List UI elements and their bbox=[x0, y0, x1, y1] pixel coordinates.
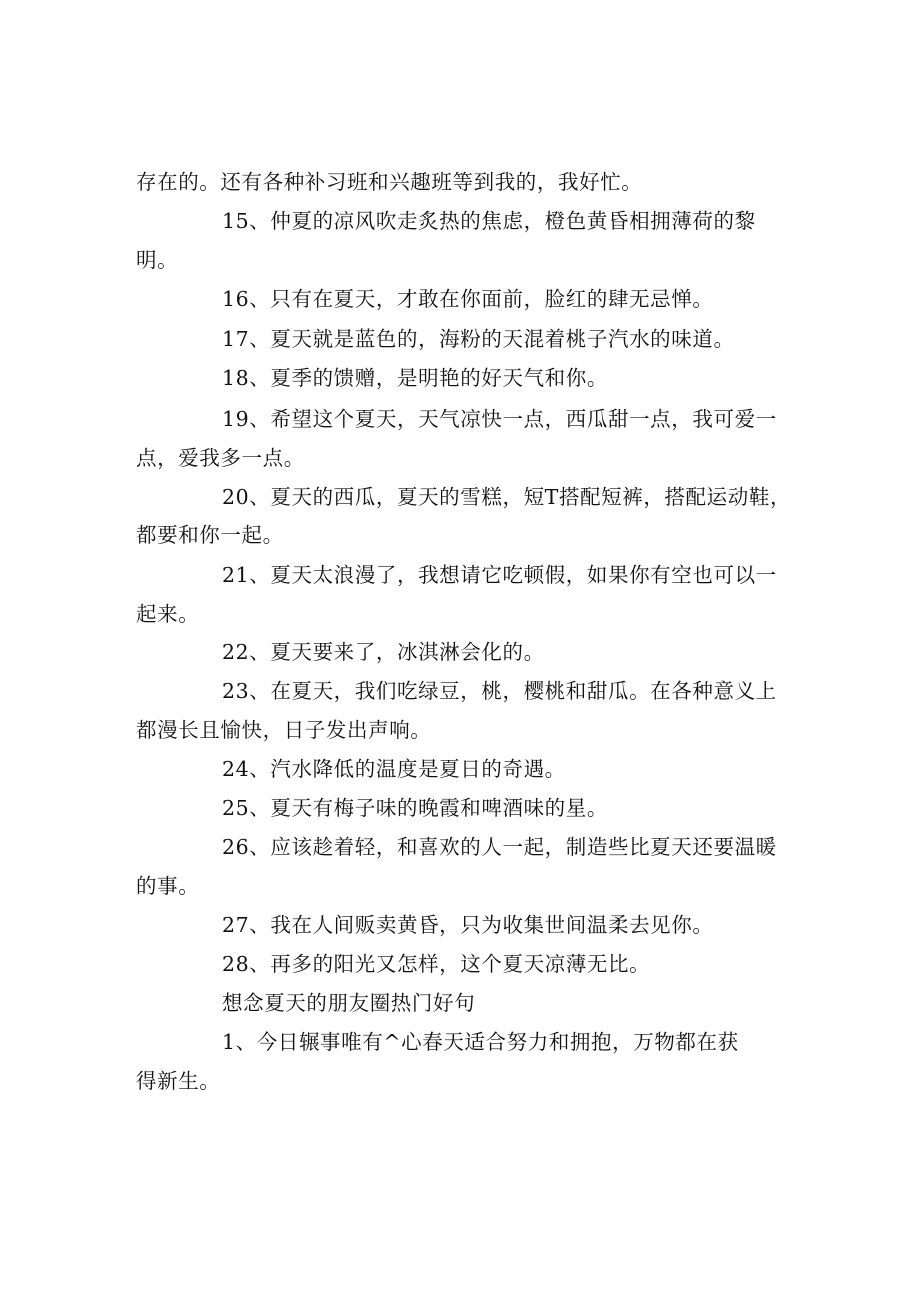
section-heading: 想念夏天的朋友圈热门好句 bbox=[222, 991, 476, 1015]
text-line: 19、希望这个夏天，天气凉快一点，西瓜甜一点，我可爱一 bbox=[222, 407, 777, 431]
text-line: 15、仲夏的凉风吹走炙热的焦虑，橙色黄昏相拥薄荷的黎 bbox=[222, 209, 756, 233]
text-line: 存在的。还有各种补习班和兴趣班等到我的，我好忙。 bbox=[136, 170, 643, 194]
text-line: 28、再多的阳光又怎样，这个夏天凉薄无比。 bbox=[222, 952, 651, 976]
text-line: 起来。 bbox=[136, 602, 200, 626]
text-line: 18、夏季的馈赠，是明艳的好天气和你。 bbox=[222, 366, 608, 390]
text-line: 17、夏天就是蓝色的，海粉的天混着桃子汽水的味道。 bbox=[222, 327, 735, 351]
text-line: 都要和你一起。 bbox=[136, 523, 284, 547]
text-line: 22、夏天要来了，冰淇淋会化的。 bbox=[222, 640, 545, 664]
text-line: 都漫长且愉快，日子发出声响。 bbox=[136, 718, 432, 742]
text-line: 的事。 bbox=[136, 874, 200, 898]
text-line: 24、汽水降低的温度是夏日的奇遇。 bbox=[222, 757, 566, 781]
text-line: 得新生。 bbox=[136, 1069, 221, 1093]
text-line: 25、夏天有梅子味的晚霞和啤酒味的星。 bbox=[222, 796, 608, 820]
text-line: 27、我在人间贩卖黄昏，只为收集世间温柔去见你。 bbox=[222, 913, 714, 937]
text-line: 明。 bbox=[136, 248, 179, 272]
text-line: 点，爱我多一点。 bbox=[136, 446, 305, 470]
text-line: 21、夏天太浪漫了，我想请它吃顿假，如果你有空也可以一 bbox=[222, 563, 777, 587]
text-line: 23、在夏天，我们吃绿豆，桃，樱桃和甜瓜。在各种意义上 bbox=[222, 679, 777, 703]
text-line: 16、只有在夏天，才敢在你面前，脸红的肆无忌惮。 bbox=[222, 287, 714, 311]
text-line: 20、夏天的西瓜，夏天的雪糕，短T搭配短裤，搭配运动鞋， bbox=[222, 485, 792, 509]
text-line: 1、今日辗事唯有^心春天适合努力和拥抱，万物都在获 bbox=[222, 1030, 739, 1054]
text-line: 26、应该趁着轻，和喜欢的人一起，制造些比夏天还要温暖 bbox=[222, 835, 777, 859]
